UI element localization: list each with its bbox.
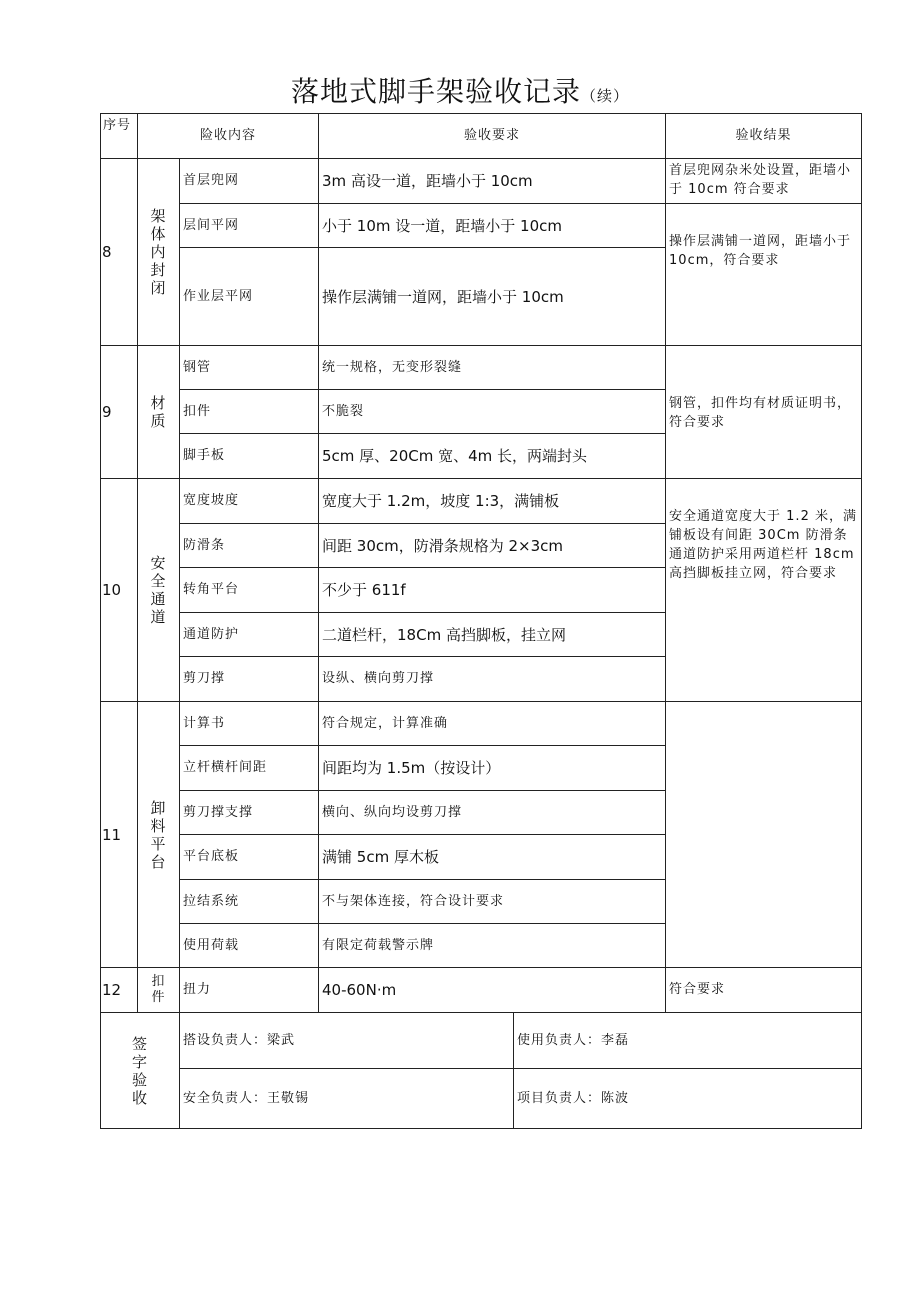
group-number: 11 [101,702,138,968]
item-requirement: 不少于 611f [319,568,666,613]
item-name: 使用荷载 [180,924,319,968]
acceptance-table [100,113,862,1129]
item-name: 平台底板 [180,835,319,880]
group-category-label: 材质 [150,394,167,430]
group-category [138,968,180,1013]
item-requirement: 间距均为 1.5m（按设计） [319,746,666,791]
item-name: 层间平网 [180,204,319,248]
item-name: 剪刀撑支撑 [180,791,319,835]
header-content: 险收内容 [138,114,319,159]
title-main: 落地式脚手架验收记录 [290,75,581,108]
item-name: 扣件 [180,390,319,434]
item-result: 安全通道宽度大于 1.2 米，满铺板设有间距 30Cm 防滑条通道防护采用两道栏杆 18cm 高挡脚板挂立网，符合要求 [666,479,862,702]
table-row [101,968,862,1013]
item-requirement: 间距 30cm，防滑条规格为 2×3cm [319,524,666,568]
item-name: 扭力 [180,968,319,1013]
item-requirement: 满铺 5cm 厚木板 [319,835,666,880]
item-name: 首层兜网 [180,159,319,204]
group-category-label: 安全通道 [150,554,167,626]
title-suffix: （续） [581,87,630,105]
signature-safety: 安全负责人：王敬锡 [180,1069,514,1129]
group-category [138,702,180,968]
item-requirement: 符合规定，计算准确 [319,702,666,746]
item-result: 首层兜网杂米处设置，距墙小于 10cm 符合要求 [666,159,862,204]
item-requirement: 5cm 厚、20Cm 宽、4m 长，两端封头 [319,434,666,479]
group-category [138,159,180,346]
item-name: 钢管 [180,346,319,390]
item-name: 剪刀撑 [180,657,319,702]
item-name: 转角平台 [180,568,319,613]
table-row [101,159,862,204]
item-name: 防滑条 [180,524,319,568]
item-result [666,702,862,968]
signature-row [101,1069,862,1129]
item-requirement: 3m 高设一道，距墙小于 10cm [319,159,666,204]
item-name: 宽度坡度 [180,479,319,524]
group-category [138,346,180,479]
header-row [101,114,862,159]
signature-row [101,1013,862,1069]
item-name: 脚手板 [180,434,319,479]
item-result: 操作层满铺一道网，距墙小于 10cm，符合要求 [666,204,862,346]
page-title [0,70,920,110]
table-row [101,204,862,248]
item-name: 作业层平网 [180,248,319,346]
signature-label [101,1013,180,1129]
item-requirement: 有限定荷载警示牌 [319,924,666,968]
item-requirement: 二道栏杆，18Cm 高挡脚板，挂立网 [319,613,666,657]
group-category-label: 架体内封闭 [150,207,167,297]
item-result: 符合要求 [666,968,862,1013]
signature-project: 项目负责人：陈波 [514,1069,862,1129]
signature-builder: 搭设负责人：梁武 [180,1013,514,1069]
item-requirement: 40-60N·m [319,968,666,1013]
table-row [101,479,862,524]
item-requirement: 不与架体连接，符合设计要求 [319,880,666,924]
group-number: 12 [101,968,138,1013]
group-number: 9 [101,346,138,479]
signature-user: 使用负责人：李磊 [514,1013,862,1069]
item-name: 计算书 [180,702,319,746]
item-requirement: 统一规格，无变形裂缝 [319,346,666,390]
item-requirement: 不脆裂 [319,390,666,434]
group-category-label: 卸料平台 [150,798,167,871]
group-number: 10 [101,479,138,702]
item-requirement: 设纵、横向剪刀撑 [319,657,666,702]
item-result: 钢管，扣件均有材质证明书，符合要求 [666,346,862,479]
table-row [101,346,862,390]
group-category-label: 扣件 [151,974,166,1005]
group-category [138,479,180,702]
table-row [101,702,862,746]
item-requirement: 操作层满铺一道网，距墙小于 10cm [319,248,666,346]
header-result: 验收结果 [666,114,862,159]
item-name: 立杆横杆间距 [180,746,319,791]
header-no: 序号 [101,114,138,159]
item-name: 通道防护 [180,613,319,657]
item-requirement: 小于 10m 设一道，距墙小于 10cm [319,204,666,248]
signature-label-text: 签字验收 [132,1034,149,1107]
item-requirement: 横向、纵向均设剪刀撑 [319,791,666,835]
header-requirement: 验收要求 [319,114,666,159]
item-name: 拉结系统 [180,880,319,924]
item-requirement: 宽度大于 1.2m，坡度 1:3，满铺板 [319,479,666,524]
group-number: 8 [101,159,138,346]
